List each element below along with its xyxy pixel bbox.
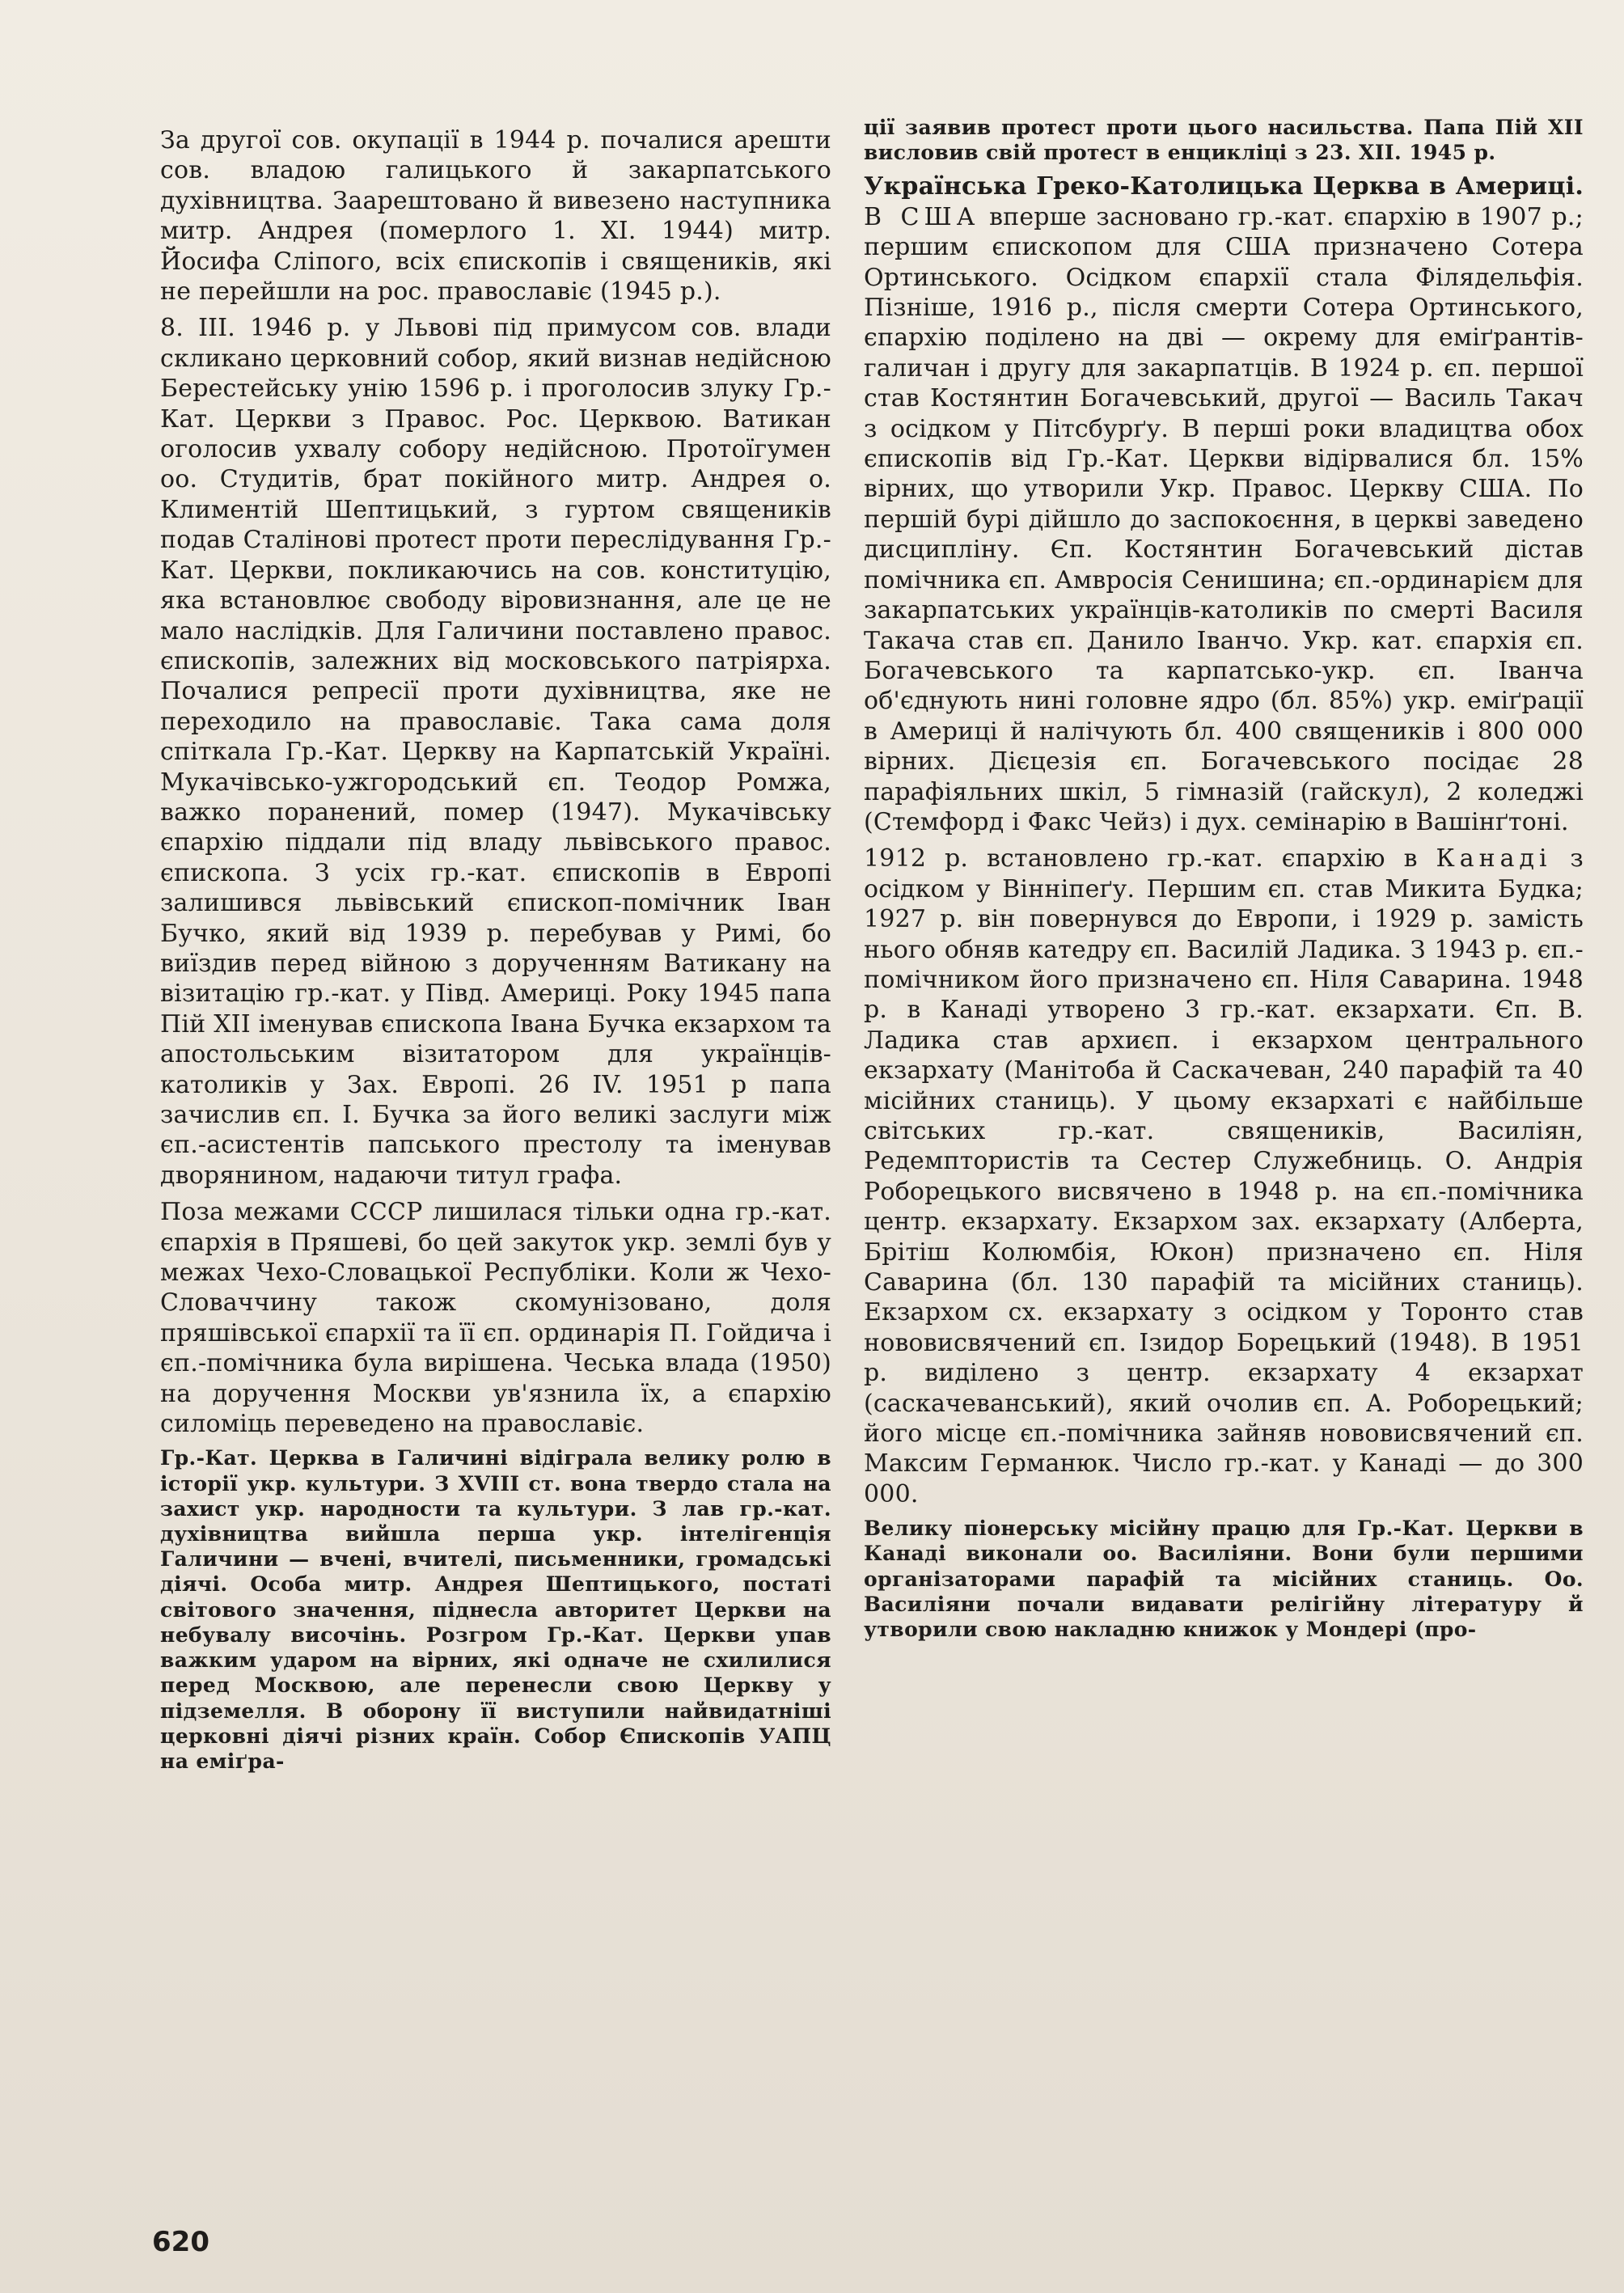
paragraph-lviv-sobor-1946: 8. III. 1946 р. у Львові під примусом сов. влади скликано церковний собор, який визнав недійсною Берестейську унію 1596 р. і проголосив злуку Гр.-Кат. Церкви з Правос. Рос. Церквою. Ватикан оголосив ухвалу собору недійсною. Протоїгумен оо. Студитів, брат покійного митр. Андрея о. Климентій Шептицький, з гуртом священиків подав Сталінові протест проти переслідування Гр.-Кат. Церкви, покликаючись на сов. конституцію, яка встановлює свободу віровизнання, але це не мало наслідків. Для Галичини поставлено правос. єпископів, залежних від московського патріярха. Почалися репресії проти духівництва, яке не переходило на православіє. Така сама доля спіткала Гр.-Кат. Церкву на Карпатській Україні. Мукачівсько-ужгородський єп. Теодор Ромжа, важко поранений, помер (1947). Мукачівську єпархію піддали під владу львівського правос. єпископа. З усіх гр.-кат. єпископів в Европі залишився львівський єпископ-помічник Іван Бучко, який від 1939 р. перебував у Римі, бо виїздив перед війною з дорученням Ватикану на візитацію гр.-кат. у Півд. Америці. Року 1945 папа Пій XII іменував єпископа Івана Бучка екзархом та апостольським візитатором для українців-католиків у Зах. Европі. 26 IV. 1951 р папа зачислив єп. І. Бучка за його великі заслуги між єп.-асистентів папського престолу та іменував дворянином, надаючи титул графа.	[160, 314, 831, 1190]
paragraph-canada-text: з осідком у Вінніпеґу. Першим єп. став Микита Будка; 1927 р. він повернувся до Европи, і 1929 р. замість нього обняв катедру єп. Василій Ладика. З 1943 р. єп.-помічником його призначено єп. Ніля Саварина. 1948 р. в Канаді утворено 3 гр.-кат. екзархати. Єп. В. Ладика став архиєп. і екзархом центрального екзархату (Манітоба й Саскачеван, 240 парафій та 40 місійних станиць). У цьому екзархаті є найбільше світських гр.-кат. священиків, Василіян, Редемптористів та Сестер Служебниць. О. Андрія Роборецького висвячено в 1948 р. на єп.-помічника центр. екзархату. Екзархом зах. екзархату (Алберта, Брітіш Колюмбія, Юкон) призначено єп. Ніля Саварина (бл. 130 парафій та місійних станиць). Екзархом сх. екзархату з осідком у Торонто став нововисвячений єп. Ізидор Борецький (1948). В 1951 р. виділено з центр. екзархату 4 екзархат (саскачеванський), який очолив єп. А. Роборецький; його місце єп.-помічника зайняв нововисвячений єп. Максим Германюк. Число гр.-кат. у Канаді — до 300 000.	[864, 844, 1584, 1508]
paragraph-second-occupation: За другої сов. окупації в 1944 р. почалися арешти сов. владою галицького й закарпатського духівництва. Заарештовано й вивезено наступника митр. Андрея (померлого 1. XI. 1944) митр. Йосифа Сліпого, всіх єпископів і священиків, які не перейшли на рос. православіє (1945 р.).	[160, 126, 831, 307]
paragraph-canada	[864, 844, 1584, 1509]
section-heading-america: Українська Греко-Католицька Церква в Америці.	[864, 172, 1584, 201]
spaced-country-usa: В США	[864, 202, 980, 231]
spaced-country-canada: Канаді	[1436, 844, 1552, 874]
small-paragraph-basilians: Велику піонерську місійну працю для Гр.-Кат. Церкви в Канаді виконали оо. Василіяни. Вони були першими організаторами парафій та місійних станиць. Оо. Василіяни почали видавати релігійну літературу й утворили свою накладню книжок у Мондері (про-	[864, 1517, 1584, 1642]
small-paragraph-continuation: ції заявив протест проти цього насильства. Папа Пій XII висловив свій протест в енцикліці з 23. XII. 1945 р.	[864, 116, 1584, 165]
page-number: 620	[152, 2226, 209, 2258]
paragraph-priashiv-eparchy: Поза межами СССР лишилася тільки одна гр.-кат. єпархія в Пряшеві, бо цей закуток укр. землі був у межах Чехо-Словацької Республіки. Коли ж Чехо-Словаччину також скомунізовано, доля пряшівської єпархії та її єп. ординарія П. Гойдича і єп.-помічника була вирішена. Чеська влада (1950) на доручення Москви ув'язнила їх, а єпархію силоміць переведено на православіє.	[160, 1198, 831, 1439]
paragraph-canada-lead: 1912 р. встановлено гр.-кат. єпархію в	[864, 844, 1418, 874]
left-column	[160, 125, 831, 1780]
small-paragraph-galicia-culture: Гр.-Кат. Церква в Галичині відіграла велику ролю в історії укр. культури. З XVIII ст. вона твердо стала на захист укр. народности та культури. З лав гр.-кат. духівництва вийшла перша укр. інтелігенція Галичини — вчені, вчителі, письменники, громадські діячі. Особа митр. Андрея Шептицького, постаті світового значення, піднесла авторитет Церкви на небувалу височінь. Розгром Гр.-Кат. Церкви упав важким ударом на вірних, які одначе не схилилися перед Москвою, але перенесли свою Церкву у підземелля. В оборону її виступили найвидатніші церковні діячі різних країн. Собор Єпископів УАПЦ на еміґра-	[160, 1446, 831, 1773]
paragraph-america	[864, 171, 1584, 837]
right-column	[864, 115, 1584, 1648]
paragraph-america-text: вперше засновано гр.-кат. єпархію в 1907 р.; першим єпископом для США призначено Сотера Ортинського. Осідком єпархії стала Філядельфія. Пізніше, 1916 р., після смерти Сотера Ортинського, єпархію поділено на дві — окрему для еміґрантів-галичан і другу для закарпатців. В 1924 р. єп. першої став Костянтин Богачевський, другої — Василь Такач з осідком у Пітсбурґу. В перші роки владицтва обох єпископів від Гр.-Кат. Церкви відірвалися бл. 15% вірних, що утворили Укр. Правос. Церкву США. По першій бурі дійшло до заспокоєння, в церкві заведено дисципліну. Єп. Костянтин Богачевський дістав помічника єп. Амвросія Сенишина; єп.-ординарієм для закарпатських українців-католиків по смерті Василя Такача став єп. Данило Іванчо. Укр. кат. єпархія єп. Богачевського та карпатсько-укр. єп. Іванча об'єднують нині головне ядро (бл. 85%) укр. еміґрації в Америці й налічують бл. 400 священиків і 800 000 вірних. Дієцезія єп. Богачевського посідає 28 парафіяльних шкіл, 5 гімназій (гайскул), 2 коледжі (Стемфорд і Факс Чейз) і дух. семінарію в Вашінґтоні.	[864, 202, 1584, 836]
